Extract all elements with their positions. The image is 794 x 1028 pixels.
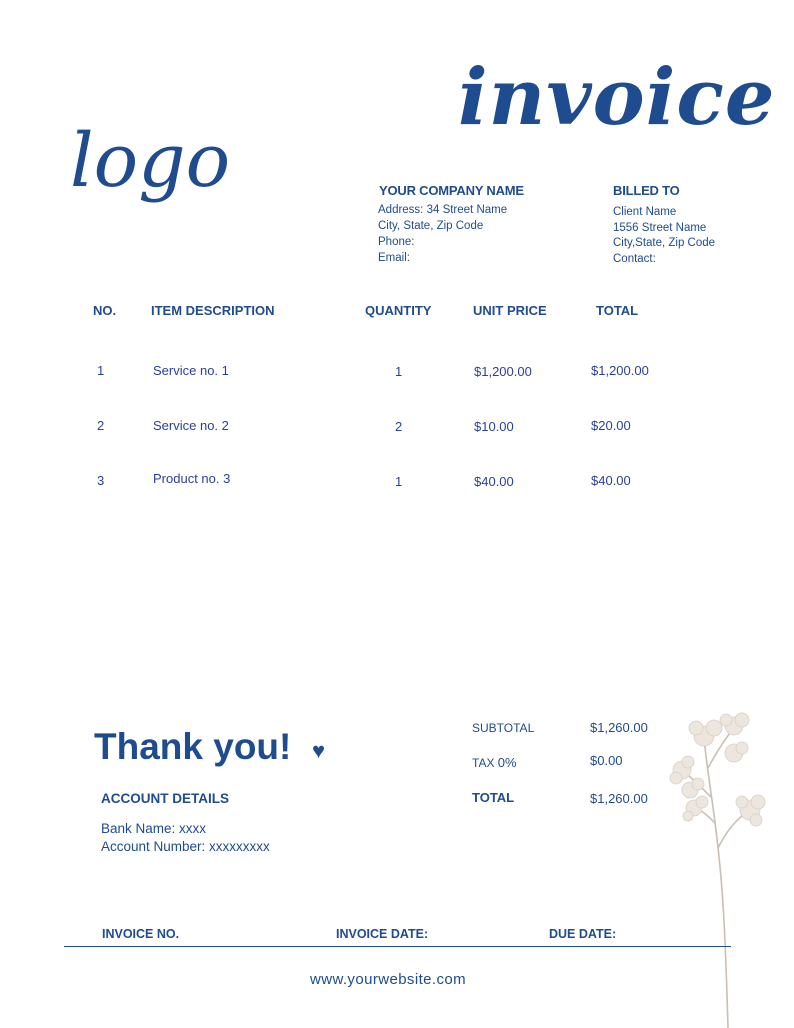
company-address: Address: 34 Street Name [378,204,508,216]
client-city: City,State, Zip Code [613,237,716,249]
total-value: $1,260.00 [590,791,648,806]
row-total: $1,200.00 [591,363,649,378]
row-description: Service no. 1 [153,363,229,378]
row-quantity: 2 [395,419,403,434]
row-no: 2 [97,418,105,433]
col-header-quantity: QUANTITY [365,303,432,318]
row-quantity: 1 [395,364,403,379]
tax-rate: 0% [497,755,517,770]
row-unit-price: $40.00 [474,474,514,489]
company-name: YOUR COMPANY NAME [379,183,524,198]
company-phone: Phone: [378,236,415,248]
logo: logo [70,118,231,204]
company-email: Email: [378,252,410,264]
invoice-date-label: INVOICE DATE: [336,927,429,941]
company-city: City, State, Zip Code [378,220,484,232]
client-street: 1556 Street Name [613,222,707,234]
row-description: Product no. 3 [153,471,231,486]
row-no: 3 [97,473,105,488]
subtotal-value: $1,260.00 [590,720,648,735]
col-header-description: ITEM DESCRIPTION [151,303,275,318]
row-no: 1 [97,363,105,378]
row-total: $20.00 [591,418,631,433]
row-total: $40.00 [591,473,631,488]
invoice-no-label: INVOICE NO. [102,927,180,941]
thank-you-heading: Thank you! [94,726,292,767]
subtotal-label: SUBTOTAL [472,721,535,735]
col-header-no: NO. [93,303,117,318]
heart-icon: ♥ [312,738,326,763]
tax-value: $0.00 [590,753,623,768]
tax-label-text: TAX [472,756,495,770]
website-link[interactable]: www.yourwebsite.com [310,971,466,988]
due-date-label: DUE DATE: [549,927,617,941]
client-contact: Contact: [613,253,656,265]
footer-divider [64,946,731,947]
col-header-total: TOTAL [596,303,639,318]
account-details-heading: ACCOUNT DETAILS [101,791,229,806]
flower-illustration [668,698,768,1028]
col-header-unit-price: UNIT PRICE [473,303,547,318]
billed-to-heading: BILLED TO [613,183,680,198]
row-unit-price: $1,200.00 [474,364,532,379]
row-quantity: 1 [395,474,403,489]
invoice-title: invoice [458,52,776,143]
row-unit-price: $10.00 [474,419,514,434]
client-name: Client Name [613,206,677,218]
row-description: Service no. 2 [153,418,229,433]
bank-name: Bank Name: xxxx [101,821,207,836]
tax-label [472,755,517,770]
total-label: TOTAL [472,790,515,805]
account-number: Account Number: xxxxxxxxx [101,839,270,854]
